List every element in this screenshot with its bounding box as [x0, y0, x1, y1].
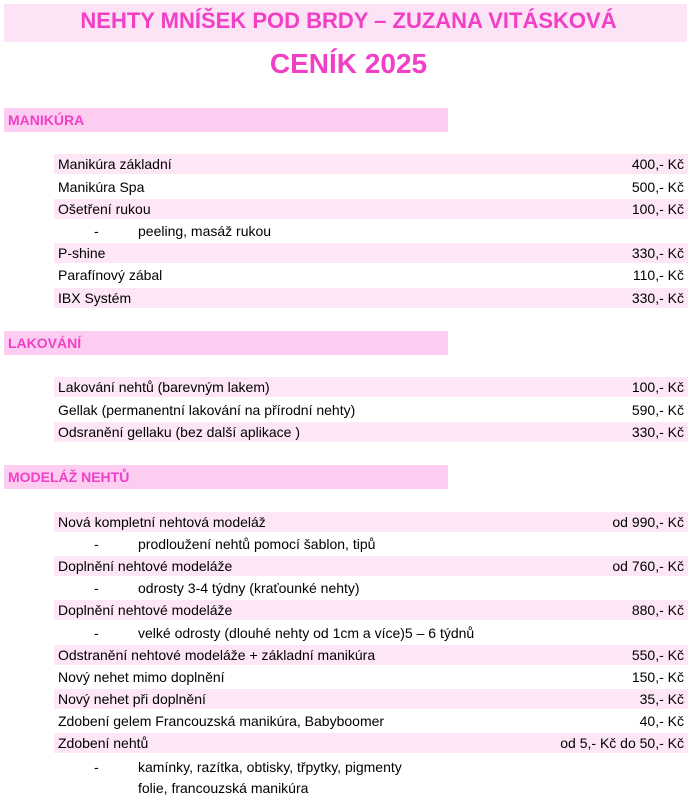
item-name: Manikúra základní	[58, 156, 172, 172]
item-price: 400,- Kč	[631, 156, 684, 172]
item-name: Odstranění nehtové modeláže + základní manikúra	[58, 647, 376, 663]
price-row	[54, 265, 688, 285]
price-row	[54, 556, 688, 576]
item-name: Nová kompletní nehtová modeláž	[58, 514, 266, 530]
price-row	[54, 177, 688, 197]
price-row	[54, 645, 688, 665]
item-name: Odsranění gellaku (bez další aplikace )	[58, 424, 301, 440]
item-name: Zdobení nehtů	[58, 735, 149, 751]
note-text: kamínky, razítka, obtisky, třpytky, pigmenty	[138, 759, 402, 775]
item-price: od 5,- Kč do 50,- Kč	[560, 735, 684, 751]
item-price: 330,- Kč	[631, 424, 684, 440]
item-note	[54, 578, 688, 598]
item-name: Ošetření rukou	[58, 201, 151, 217]
item-price: 150,- Kč	[631, 669, 684, 685]
price-row	[54, 154, 688, 174]
price-row	[54, 512, 688, 532]
item-price: od 990,- Kč	[612, 514, 684, 530]
item-price: 110,- Kč	[632, 267, 684, 283]
price-row	[54, 689, 688, 709]
price-row	[54, 243, 688, 263]
section-heading-manikura: MANIKÚRA	[4, 108, 448, 132]
item-note	[54, 623, 688, 643]
price-row	[54, 199, 688, 219]
note-text: peeling, masáž rukou	[138, 223, 272, 239]
page-title: NEHTY MNÍŠEK POD BRDY – ZUZANA VITÁSKOVÁ	[80, 8, 617, 33]
item-name: Doplnění nehtové modeláže	[58, 602, 233, 618]
price-row	[54, 600, 688, 620]
item-name: Manikúra Spa	[58, 179, 145, 195]
item-name: P-shine	[58, 245, 106, 261]
item-name: Nový nehet mimo doplnění	[58, 669, 225, 685]
item-price: 100,- Kč	[631, 201, 684, 217]
item-name: Gellak (permanentní lakování na přírodní nehty)	[58, 402, 356, 418]
item-note	[54, 534, 688, 554]
bullet-dash: -	[94, 223, 99, 239]
price-row	[54, 733, 688, 753]
item-price: 40,- Kč	[639, 713, 684, 729]
note-text: prodloužení nehtů pomocí šablon, tipů	[138, 536, 376, 552]
price-row	[54, 711, 688, 731]
item-price: 35,- Kč	[639, 691, 684, 707]
item-note	[54, 221, 688, 241]
item-note	[54, 757, 688, 777]
item-name: Doplnění nehtové modeláže	[58, 558, 233, 574]
note-text: velké odrosty (dlouhé nehty od 1cm a více)5 – 6 týdnů	[138, 625, 475, 641]
section-heading-modelaz: MODELÁŽ NEHTŮ	[4, 465, 448, 489]
item-price: od 760,- Kč	[612, 558, 684, 574]
price-row	[54, 422, 688, 442]
item-price: 100,- Kč	[631, 379, 684, 395]
price-row	[54, 288, 688, 308]
item-price: 550,- Kč	[631, 647, 684, 663]
item-price: 330,- Kč	[631, 245, 684, 261]
item-name: Zdobení gelem Francouzská manikúra, Babyboomer	[58, 713, 385, 729]
bullet-dash: -	[94, 759, 99, 775]
note-text: folie, francouzská manikúra	[138, 780, 309, 796]
item-note-continued	[54, 778, 688, 798]
item-price: 500,- Kč	[631, 179, 684, 195]
bullet-dash: -	[94, 580, 99, 596]
item-price: 590,- Kč	[631, 402, 684, 418]
price-row	[54, 400, 688, 420]
page-subtitle: CENÍK 2025	[269, 48, 428, 79]
item-name: Lakování nehtů (barevným lakem)	[58, 379, 270, 395]
note-text: odrosty 3-4 týdny (kraťounké nehty)	[138, 580, 360, 596]
price-row	[54, 667, 688, 687]
item-name: IBX Systém	[58, 290, 132, 306]
item-name: Parafínový zábal	[58, 267, 163, 283]
item-name: Nový nehet při doplnění	[58, 691, 206, 707]
price-row	[54, 377, 688, 397]
section-heading-lakovani: LAKOVÁNÍ	[4, 331, 448, 355]
item-price: 880,- Kč	[631, 602, 684, 618]
bullet-dash: -	[94, 625, 99, 641]
bullet-dash: -	[94, 536, 99, 552]
item-price: 330,- Kč	[631, 290, 684, 306]
